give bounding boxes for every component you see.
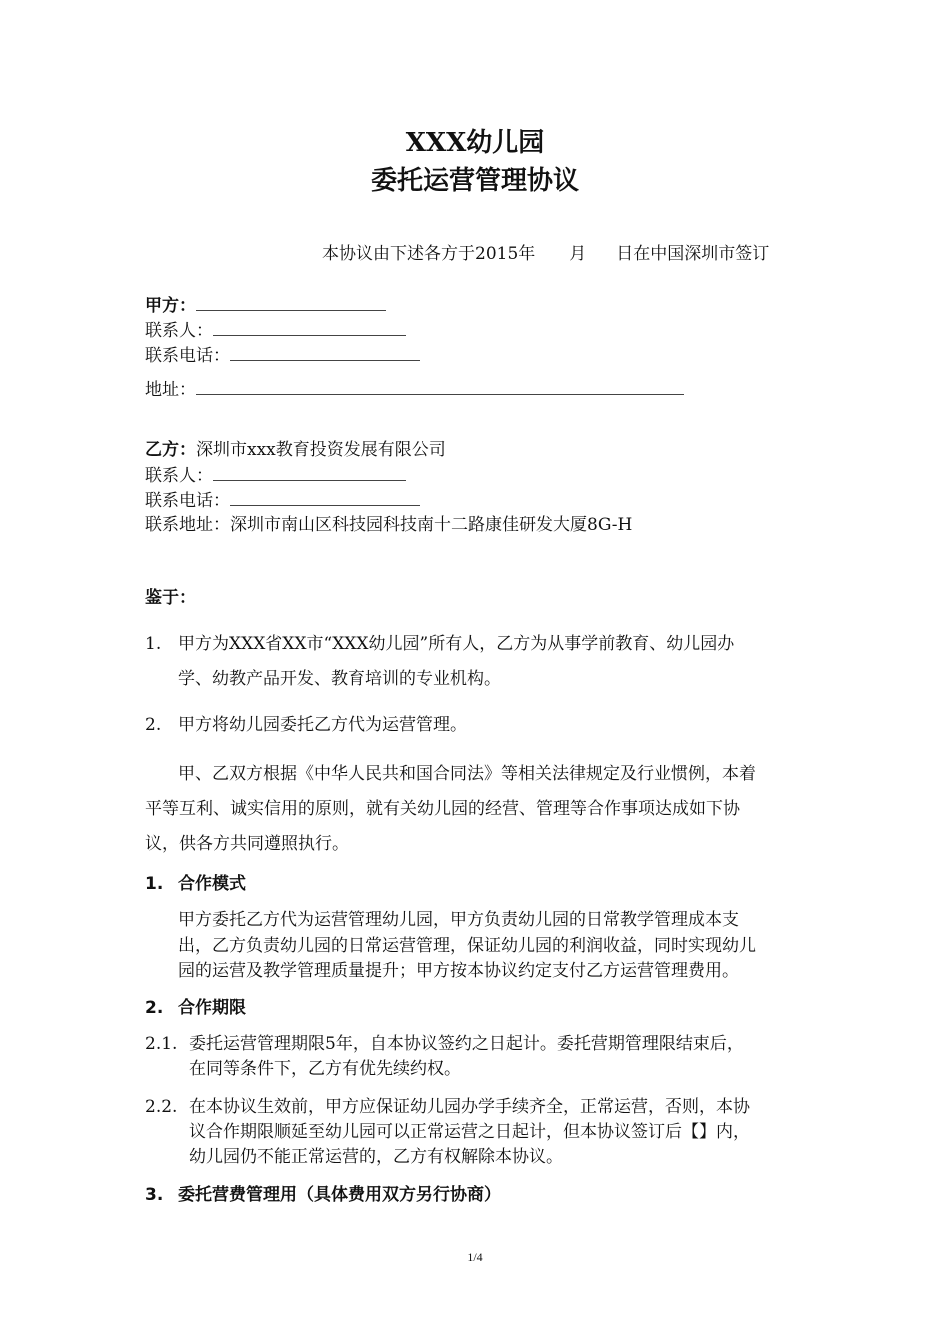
signing-year: 2015年 [475,244,536,264]
clause-2-2-line1: 在本协议生效前，甲方应保证幼儿园办学手续齐全，正常运营，否则，本协 [189,1097,750,1117]
party-a-contact-row [145,319,406,343]
party-a-address-label: 地址： [145,380,196,400]
party-a-address-row [145,378,684,402]
party-a-phone-blank[interactable] [230,344,420,361]
party-b-address: 深圳市南山区科技园科技南十二路康佳研发大厦8G-H [230,515,633,535]
whereas-heading: 鉴于： [145,588,196,608]
section-3-num: 3. [145,1185,164,1205]
party-b-phone-blank[interactable] [230,489,420,506]
section-1-num: 1. [145,874,164,894]
party-b-phone-row [145,489,420,513]
clause-2-1-line1: 委托运营管理期限5年，自本协议签约之日起计。委托营期管理限结束后， [189,1034,744,1054]
section-1-heading: 合作模式 [178,874,246,894]
section-1-line1: 甲方委托乙方代为运营管理幼儿园，甲方负责幼儿园的日常教学管理成本支 [178,910,739,930]
party-b-address-row [145,513,632,537]
party-b-row [145,438,446,462]
whereas-item-1-line1: 甲方为XXX省XX市“XXX幼儿园”所有人，乙方为从事学前教育、幼儿园办 [178,634,735,654]
clause-2-1-num: 2.1. [145,1034,178,1054]
whereas-item-2-num: 2. [145,715,162,735]
party-b-contact-label: 联系人： [145,466,213,486]
party-b-label: 乙方： [145,440,196,460]
party-a-address-blank[interactable] [196,378,684,395]
party-a-row [145,294,386,318]
section-3-heading: 委托营费管理用（具体费用双方另行协商） [178,1185,501,1205]
party-a-contact-label: 联系人： [145,321,213,341]
party-a-label: 甲方： [145,296,196,316]
signing-line [322,242,769,266]
whereas-item-2-line1: 甲方将幼儿园委托乙方代为运营管理。 [178,715,467,735]
clause-2-2-line2: 议合作期限顺延至幼儿园可以正常运营之日起计，但本协议签订后【】内， [189,1122,750,1142]
party-b-name: 深圳市xxx教育投资发展有限公司 [196,440,446,460]
section-2-num: 2. [145,998,164,1018]
section-1-line3: 园的运营及教学管理质量提升；甲方按本协议约定支付乙方运营管理费用。 [178,961,739,981]
party-b-address-label: 联系地址： [145,515,230,535]
section-1-line2: 出，乙方负责幼儿园的日常运营管理，保证幼儿园的利润收益，同时实现幼儿 [178,936,756,956]
signing-prefix: 本协议由下述各方于 [322,244,475,264]
clause-2-2-line3: 幼儿园仍不能正常运营的，乙方有权解除本协议。 [189,1147,563,1167]
party-b-contact-blank[interactable] [213,464,406,481]
whereas-para-line1: 甲、乙双方根据《中华人民共和国合同法》等相关法律规定及行业惯例，本着 [178,764,756,784]
party-a-blank[interactable] [196,294,386,311]
page-number: 1/4 [467,1250,483,1264]
signing-month: 月 [569,244,587,264]
title-line1: XXX幼儿园 [405,128,545,158]
whereas-para-line3: 议，供各方共同遵照执行。 [145,834,349,854]
party-a-phone-row [145,344,420,368]
whereas-item-1-line2: 学、幼教产品开发、教育培训的专业机构。 [178,669,501,689]
party-b-contact-row [145,464,406,488]
title-line2: 委托运营管理协议 [370,166,579,196]
clause-2-2-num: 2.2. [145,1097,178,1117]
party-b-phone-label: 联系电话： [145,491,230,511]
party-a-contact-blank[interactable] [213,319,406,336]
whereas-para-line2: 平等互利、诚实信用的原则，就有关幼儿园的经营、管理等合作事项达成如下协 [145,799,740,819]
party-a-phone-label: 联系电话： [145,346,230,366]
clause-2-1-line2: 在同等条件下，乙方有优先续约权。 [189,1059,461,1079]
section-2-heading: 合作期限 [178,998,246,1018]
whereas-item-1-num: 1. [145,634,162,654]
signing-day-suffix: 日在中国深圳市签订 [616,244,770,264]
